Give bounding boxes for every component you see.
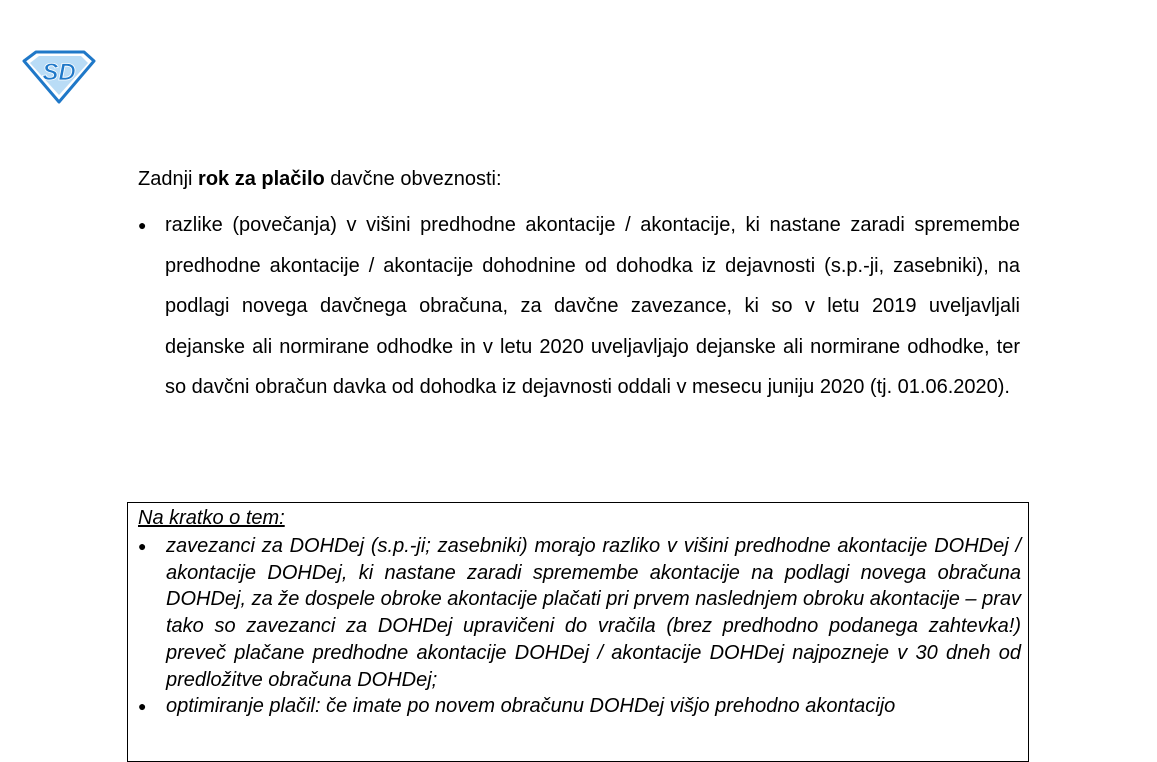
logo-text: SD [42,59,76,86]
list-item [138,693,1021,720]
list-item-text: zavezanci za DOHDej (s.p.-ji; zasebniki) morajo razliko v višini predhodne akontacije DOHDej / akontacije DOHDej, ki nastane zaradi spremembe akontacije na podlagi novega obračuna DOHDej, za že dospele obroke akontacije plačati pri prvem naslednjem obroku akontacije – prav tako so zavezanci za DOHDej upravičeni do vračila (brez predhodno podanega zahtevka!) preveč plačane predhodne akontacije DOHDej / akontacije DOHDej najpozneje v 30 dneh od predložitve obračuna DOHDej; [166,535,1021,691]
list-item [138,533,1021,693]
list-item-text: optimiranje plačil: če imate po novem obračunu DOHDej višjo prehodno akontacijo [166,695,896,718]
intro-heading: Zadnji rok za plačilo davčne obveznosti: [138,168,502,190]
bullet-icon: ● [138,217,147,233]
list-item [138,205,1020,408]
list-item-text: razlike (povečanja) v višini predhodne akontacije / akontacije, ki nastane zaradi spremembe predhodne akontacije / akontacije dohodnine od dohodka iz dejavnosti (s.p.-ji, zasebniki), na podlagi novega davčnega obračuna, za davčne zavezance, ki so v letu 2019 uveljavljali dejanske ali normirane odhodke in v letu 2020 uveljavljajo dejanske ali normirane odhodke, ter so davčni obračun davka od dohodka iz dejavnosti oddali v mesecu juniju 2020 (tj. 01.06.2020). [165,214,1020,398]
company-logo [22,49,96,104]
summary-list [138,533,1021,720]
deadline-list [138,205,1020,408]
summary-title: Na kratko o tem: [138,507,285,529]
bullet-icon: ● [138,538,147,554]
summary-box [127,502,1029,762]
intro-bold: rok za plačilo [198,168,325,190]
bullet-icon: ● [138,698,147,715]
